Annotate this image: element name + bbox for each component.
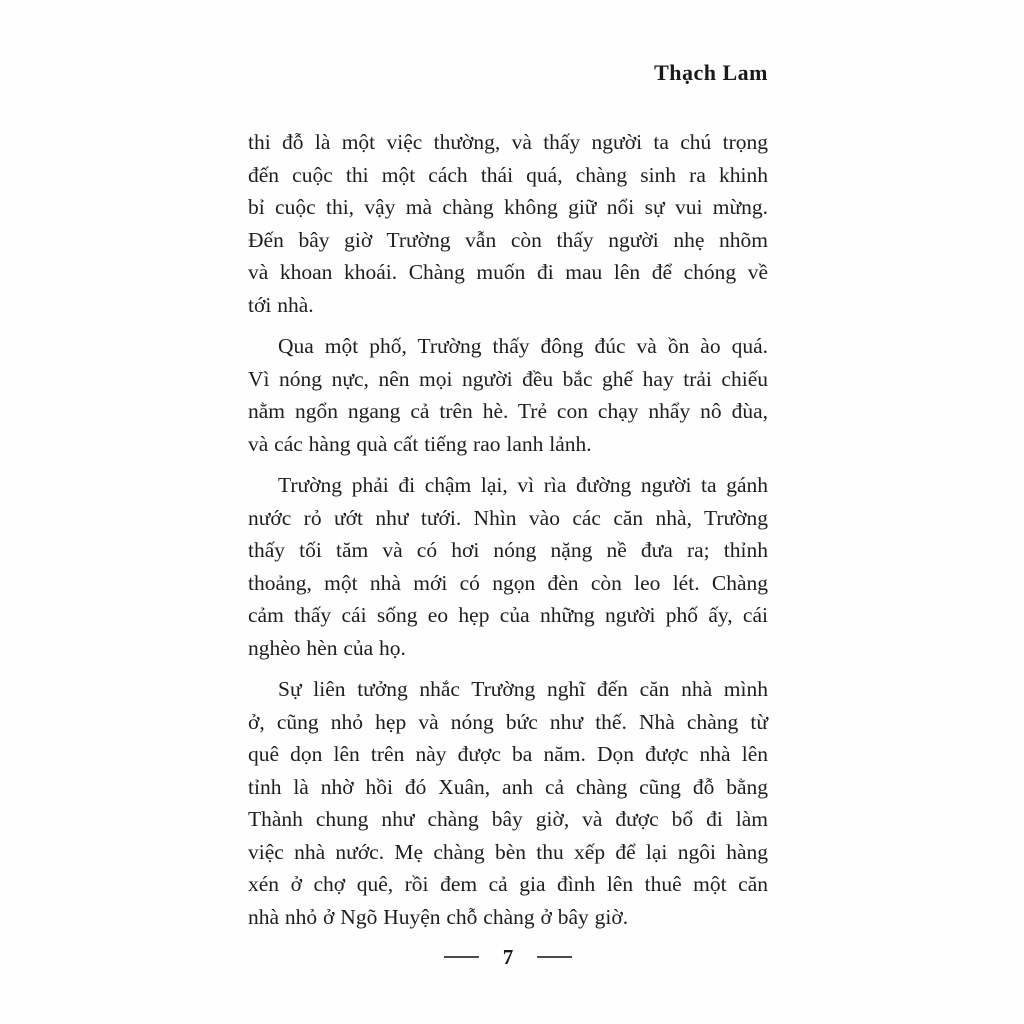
page-number: 7: [502, 944, 514, 969]
text-line: quê dọn lên trên này được ba năm. Dọn được nhà lên: [248, 742, 768, 766]
text-line: việc nhà nước. Mẹ chàng bèn thu xếp để lại ngôi hàng: [248, 839, 768, 864]
footer-right-rule: [537, 956, 572, 958]
footer-left-rule: [444, 956, 479, 958]
text-line: và các hàng quà cất tiếng rao lanh lảnh.: [248, 431, 592, 456]
page-body: [248, 126, 768, 942]
text-line: Vì nóng nực, nên mọi người đều bắc ghế hay trải chiếu: [248, 366, 768, 391]
text-line: Thành chung như chàng bây giờ, và được bổ đi làm: [248, 807, 768, 831]
text-line: xén ở chợ quê, rồi đem cả gia đình lên thuê một căn: [248, 872, 768, 896]
paragraph: [248, 126, 768, 321]
text-line: nằm ngổn ngang cả trên hè. Trẻ con chạy nhẩy nô đùa,: [248, 399, 768, 423]
text-line: đến cuộc thi một cách thái quá, chàng sinh ra khinh: [248, 162, 768, 187]
text-line: bỉ cuộc thi, vậy mà chàng không giữ nổi sự vui mừng.: [248, 195, 768, 219]
text-line: cảm thấy cái sống eo hẹp của những người phố ấy, cái: [248, 603, 768, 627]
text-line: Đến bây giờ Trường vẫn còn thấy người nhẹ nhõm: [248, 227, 768, 252]
running-header-author: Thạch Lam: [654, 60, 768, 85]
paragraph: [248, 469, 768, 664]
text-line: thoảng, một nhà mới có ngọn đèn còn leo lét. Chàng: [248, 570, 768, 595]
text-line: Qua một phố, Trường thấy đông đúc và ồn ào quá.: [278, 334, 768, 358]
text-line: tỉnh là nhờ hồi đó Xuân, anh cả chàng cũng đỗ bằng: [248, 774, 768, 799]
text-line: và khoan khoái. Chàng muốn đi mau lên để chóng về: [248, 260, 768, 284]
text-line: Sự liên tưởng nhắc Trường nghĩ đến căn nhà mình: [278, 677, 768, 701]
paragraph: [248, 673, 768, 933]
text-line: thi đỗ là một việc thường, và thấy người ta chú trọng: [248, 130, 768, 154]
text-line: nghèo hèn của họ.: [248, 635, 406, 660]
text-line: nước rỏ ướt như tưới. Nhìn vào các căn nhà, Trường: [248, 505, 768, 530]
text-line: nhà nhỏ ở Ngõ Huyện chỗ chàng ở bây giờ.: [248, 904, 629, 929]
text-line: thấy tối tăm và có hơi nóng nặng nề đưa ra; thỉnh: [248, 538, 768, 562]
page-footer: [248, 942, 768, 972]
paragraph: [248, 330, 768, 460]
text-line: Trường phải đi chậm lại, vì rìa đường người ta gánh: [278, 473, 768, 497]
text-line: tới nhà.: [248, 292, 314, 317]
text-line: ở, cũng nhỏ hẹp và nóng bức như thế. Nhà chàng từ: [248, 709, 768, 734]
